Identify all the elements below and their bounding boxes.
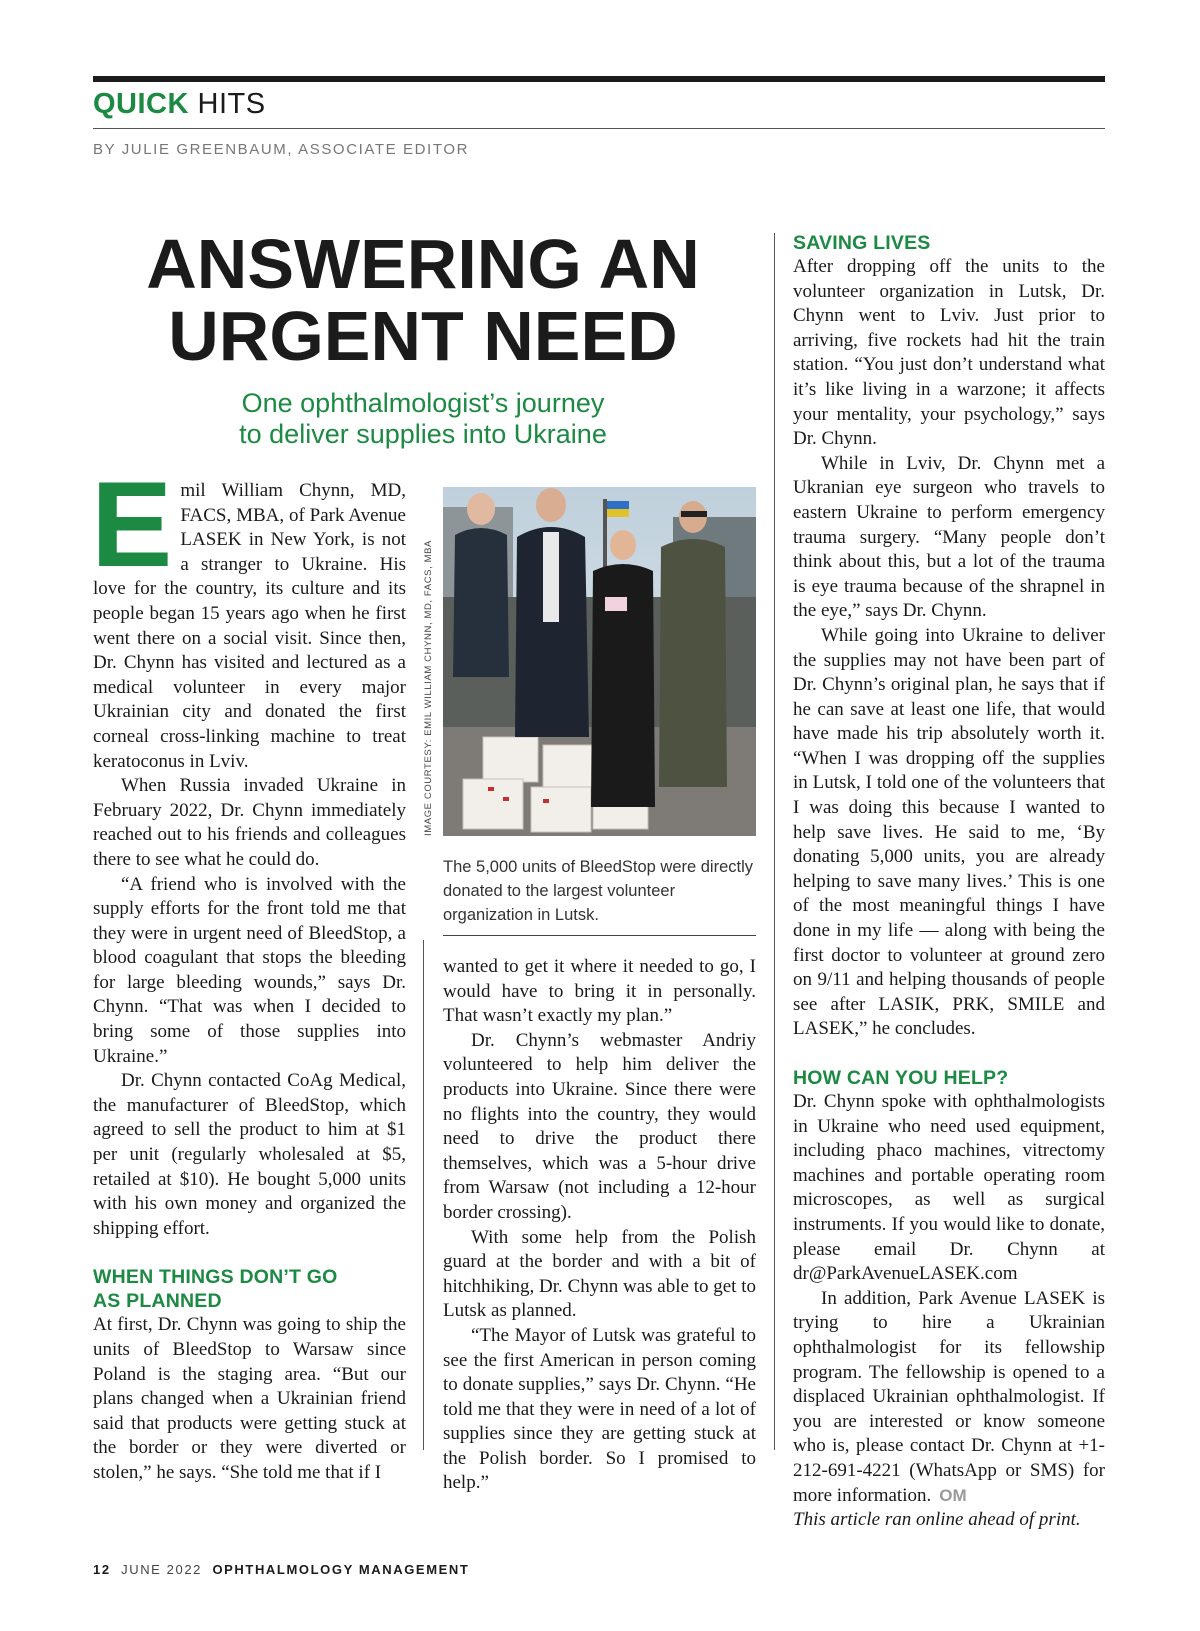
paragraph: At first, Dr. Chynn was going to ship the units of BleedStop to Warsaw since Poland is the staging area. “But our plans changed when a Ukrainian friend said that products were getting stuck at the border or they were diverted or stolen,” he says. “She told me that if I xyxy=(93,1314,406,1483)
paragraph: While going into Ukraine to deliver the supplies may not have been part of Dr. Chynn’s original plan, he says that if he can save at least one life, that would have made his trip absolutely worth it. “When I was dropping off the supplies in Lutsk, I told one of the volunteers that I was doing this because I wanted to help save lives. He said to me, ‘By donating 5,000 units, you are already helping to save many lives.’ This is one of the most meaningful things I have done in my life — along with being the first doctor to volunteer at ground zero on 9/11 and helping thousands of people see after LASIK, PRK, SMILE and LASEK,” he concludes. xyxy=(793,624,1105,1040)
section-hits: HITS xyxy=(197,88,266,120)
paragraph: When Russia invaded Ukraine in February 2022, Dr. Chynn immediately reached out to his friends and colleagues there to see what he could do. xyxy=(93,775,406,870)
column-1 xyxy=(91,456,406,1486)
header-rule xyxy=(93,128,1105,129)
article-photo xyxy=(443,487,756,836)
page-footer xyxy=(93,1562,469,1577)
headline-line-1: ANSWERING AN xyxy=(146,225,700,303)
intro-paragraph xyxy=(91,456,406,774)
subhead-how-can-you-help: HOW CAN YOU HELP? xyxy=(793,1067,1009,1089)
subheadline-line-1: One ophthalmologist’s journey xyxy=(241,388,605,418)
publication-name: OPHTHALMOLOGY MANAGEMENT xyxy=(212,1562,470,1577)
intro-text: mil William Chynn, MD, FACS, MBA, of Park Avenue LASEK in New York, is not a stranger to Ukraine. His love for the country, its culture and its people began 15 years ago when he first went there on a social visit. Since then, Dr. Chynn has visited and lectured as a medical volunteer in every major Ukrainian city and donated the first corneal cross-linking machine to treat keratoconus in Lviv. xyxy=(93,480,406,772)
headline-line-2: URGENT NEED xyxy=(168,297,678,375)
paragraph: “The Mayor of Lutsk was grateful to see the first American in person coming to donate supplies,” says Dr. Chynn. “He told me that they were in need of a lot of supplies since they are getting stuck at the Polish border. So I promised to help.” xyxy=(443,1324,756,1494)
column-3 xyxy=(793,231,1105,1533)
print-note: This article ran online ahead of print. xyxy=(793,1509,1081,1531)
photo-illustration xyxy=(443,487,756,836)
paragraph: Dr. Chynn contacted CoAg Medical, the manufacturer of BleedStop, which agreed to sell the product to him at $1 per unit (regularly wholesaled at $5, retailed at $10). He bought 5,000 units with his own money and organized the shipping effort. xyxy=(93,1070,406,1239)
closing-text: In addition, Park Avenue LASEK is trying to hire a Ukrainian ophthalmologist for its fellowship program. The fellowship is opened to a displaced Ukrainian ophthalmologist. If you are interested or know someone who is, please contact Dr. Chynn at +1-212-691-4221 (WhatsApp or SMS) for more information. xyxy=(793,1287,1105,1506)
section-header xyxy=(93,88,266,121)
paragraph: While in Lviv, Dr. Chynn met a Ukranian eye surgeon who travels to eastern Ukraine to perform emergency trauma surgery. “Many people don’t think about this, but a lot of the trauma is eye trauma because of the shrapnel in the eye,” says Dr. Chynn. xyxy=(793,452,1105,622)
subhead-when-things xyxy=(93,1265,406,1313)
column-divider-1 xyxy=(423,940,424,1450)
subhead-line-1: WHEN THINGS DON’T GO xyxy=(93,1266,338,1289)
drop-cap: E xyxy=(91,456,173,592)
column-2 xyxy=(443,955,756,1496)
column-divider-2 xyxy=(774,233,775,1450)
issue-date: JUNE 2022 xyxy=(121,1562,202,1577)
paragraph: With some help from the Polish guard at the border and with a bit of hitchhiking, Dr. Chynn was able to get to Lutsk as planned. xyxy=(443,1226,756,1322)
subheadline-line-2: to deliver supplies into Ukraine xyxy=(239,419,607,449)
paragraph: After dropping off the units to the volunteer organization in Lutsk, Dr. Chynn went to Lviv. Just prior to arriving, five rockets had hit the train station. “You just don’t understand what it’s like living in a warzone; it affects your mentality, your psychology,” says Dr. Chynn. xyxy=(793,256,1105,450)
closing-paragraph xyxy=(793,1287,1105,1508)
paragraph: wanted to get it where it needed to go, I would have to bring it in personally. That wasn’t exactly my plan.” xyxy=(443,956,756,1027)
paragraph: Dr. Chynn’s webmaster Andriy volunteered to help him deliver the products into Ukraine. Since there were no flights into the country, they would need to drive the product there themselves, which was a 5-hour drive from Warsaw (not including a 12-hour border crossing). xyxy=(443,1029,756,1223)
byline: BY JULIE GREENBAUM, ASSOCIATE EDITOR xyxy=(93,141,470,158)
paragraph: Dr. Chynn spoke with ophthalmologists in Ukraine who need used equipment, including phaco machines, vitrectomy machines and portable operating room microscopes, as well as surgical instruments. If you would like to donate, please email Dr. Chynn at dr@ParkAvenueLASEK.com xyxy=(793,1091,1105,1285)
photo-credit xyxy=(423,487,437,836)
top-rule xyxy=(93,76,1105,82)
section-quick: QUICK xyxy=(93,88,189,120)
subhead-saving-lives: SAVING LIVES xyxy=(793,232,931,254)
page-number: 12 xyxy=(93,1562,111,1577)
paragraph: “A friend who is involved with the supply efforts for the front told me that they were in urgent need of BleedStop, a blood coagulant that stops the bleeding for large bleeding wounds,” says Dr. Chynn. “That was when I decided to bring some of those supplies into Ukraine.” xyxy=(93,873,406,1067)
end-mark: OM xyxy=(939,1485,967,1505)
photo-credit-text: IMAGE COURTESY: EMIL WILLIAM CHYNN, MD, FACS, MBA xyxy=(423,540,434,836)
subheadline xyxy=(93,388,753,450)
subhead-line-2: AS PLANNED xyxy=(93,1290,222,1313)
caption-rule xyxy=(443,935,756,936)
headline xyxy=(93,225,753,375)
photo-caption: The 5,000 units of BleedStop were directly donated to the largest volunteer organization in Lutsk. xyxy=(443,858,754,924)
